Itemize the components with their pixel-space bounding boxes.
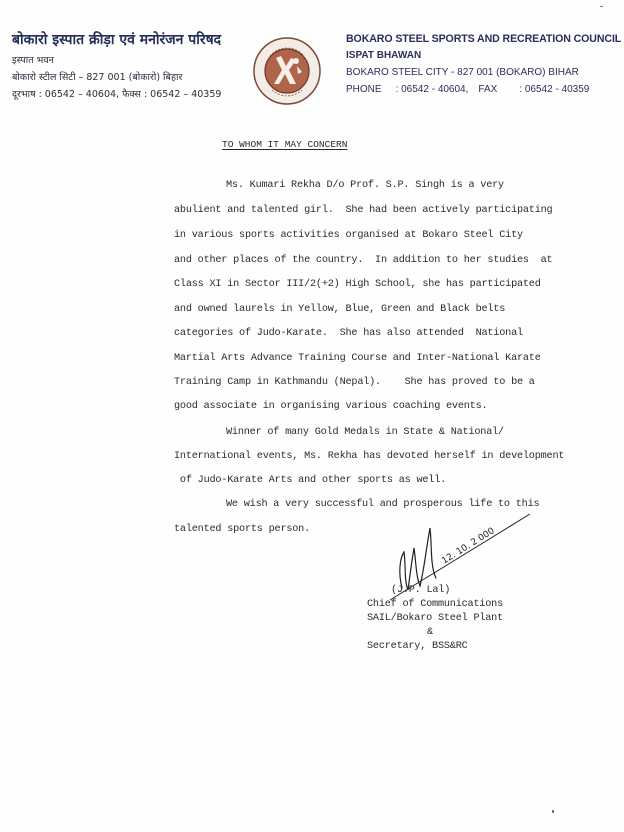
contact-english (346, 81, 622, 98)
phone-label: PHONE (346, 84, 382, 95)
body-line: Winner of many Gold Medals in State & National/ (226, 427, 504, 438)
body-line: Class XI in Sector III/2(+2) High School, she has participated (174, 279, 541, 290)
body-line: Training Camp in Kathmandu (Nepal). She has proved to be a (174, 377, 535, 388)
contact-hindi: दूरभाष : 06542 – 40604, फैक्स : 06542 – 40359 (12, 89, 222, 100)
signatory-title-1: Chief of Communications (367, 599, 504, 610)
signature-block (367, 584, 503, 654)
body-line: International events, Ms. Rekha has devoted herself in development (174, 451, 565, 462)
body-line: abulient and talented girl. She had been actively participating (174, 205, 553, 216)
signatory-ampersand: & (427, 627, 433, 638)
fax-value: : 06542 - 40359 (519, 84, 590, 95)
org-name-hindi: बोकारो इस्पात क्रीड़ा एवं मनोरंजन परिषद (12, 32, 222, 48)
body-line: We wish a very successful and prosperous life to this (226, 499, 540, 510)
scan-speck (600, 6, 603, 7)
body-line: good associate in organising various coaching events. (174, 401, 488, 412)
body-line: and owned laurels in Yellow, Blue, Green and Black belts (174, 304, 506, 315)
building-hindi: इस्पात भवन (12, 55, 54, 66)
body-line: categories of Judo-Karate. She has also attended National (174, 328, 523, 339)
letterhead-english (346, 32, 622, 98)
body-line: in various sports activities organised at Bokaro Steel City (174, 230, 523, 241)
address-english: BOKARO STEEL CITY - 827 001 (BOKARO) BIHAR (346, 67, 579, 78)
phone-value: : 06542 - 40604, (395, 84, 469, 95)
signature-date: 12. 10. 2 000 (440, 526, 497, 567)
letterhead-hindi (12, 30, 252, 103)
council-emblem-icon (252, 36, 322, 106)
scan-speck (552, 810, 554, 813)
body-line: talented sports person. (174, 524, 311, 535)
signatory-title-2: SAIL/Bokaro Steel Plant (367, 613, 504, 624)
signatory-title-3: Secretary, BSS&RC (367, 641, 468, 652)
letter-heading: TO WHOM IT MAY CONCERN (222, 139, 348, 150)
body-line: Ms. Kumari Rekha D/o Prof. S.P. Singh is a very (226, 180, 504, 191)
signatory-name: (J.P. Lal) (391, 585, 451, 596)
body-line: and other places of the country. In addition to her studies at (174, 255, 553, 266)
fax-label: FAX (478, 84, 498, 95)
body-line: of Judo-Karate Arts and other sports as well. (174, 475, 447, 486)
body-line: Martial Arts Advance Training Course and Inter-National Karate (174, 353, 541, 364)
address-hindi: बोकारो स्टील सिटी – 827 001 (बोकारो) बिहार (12, 72, 183, 83)
org-name-english: BOKARO STEEL SPORTS AND RECREATION COUNCIL (346, 33, 622, 45)
building-english: ISPAT BHAWAN (346, 50, 422, 61)
